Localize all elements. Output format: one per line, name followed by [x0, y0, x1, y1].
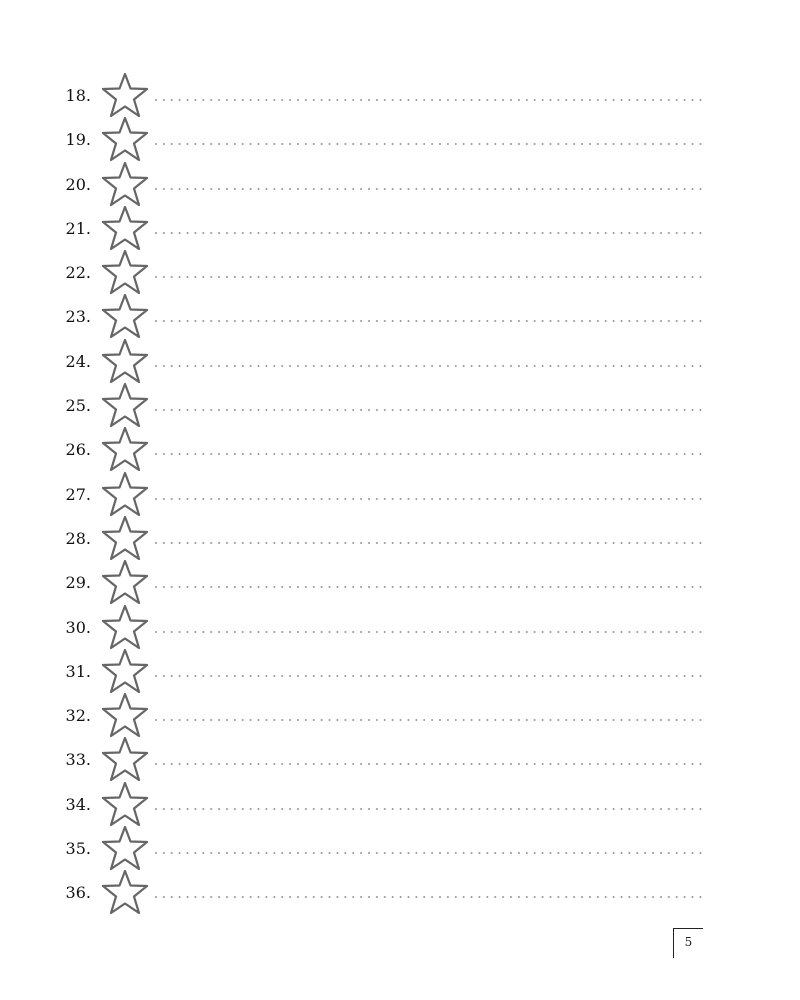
star-outline-icon [100, 781, 150, 829]
item-number: 21. [65, 218, 91, 238]
item-number: 23. [65, 307, 91, 327]
star-outline-icon [100, 515, 150, 563]
dotted-writing-line [152, 143, 702, 145]
star-outline-icon [100, 72, 150, 120]
star-outline-icon [100, 293, 150, 341]
dotted-writing-line [152, 498, 702, 500]
list-item [0, 117, 800, 161]
dotted-writing-line [152, 852, 702, 854]
dotted-writing-line [152, 586, 702, 588]
numbered-star-list [0, 73, 800, 915]
item-number: 35. [65, 839, 91, 859]
list-item [0, 294, 800, 338]
dotted-writing-line [152, 896, 702, 898]
list-item [0, 206, 800, 250]
item-number: 27. [65, 484, 91, 504]
dotted-writing-line [152, 320, 702, 322]
list-item [0, 383, 800, 427]
list-item [0, 73, 800, 117]
item-number: 22. [65, 263, 91, 283]
item-number: 33. [65, 750, 91, 770]
list-item [0, 162, 800, 206]
item-number: 18. [65, 86, 91, 105]
list-item [0, 339, 800, 383]
dotted-writing-line [152, 453, 702, 455]
list-item [0, 870, 800, 914]
star-outline-icon [100, 205, 150, 253]
star-outline-icon [100, 116, 150, 164]
item-number: 25. [65, 396, 91, 416]
dotted-writing-line [152, 719, 702, 721]
item-number: 31. [65, 661, 91, 681]
star-outline-icon [100, 382, 150, 430]
dotted-writing-line [152, 232, 702, 234]
item-number: 30. [65, 617, 91, 637]
star-outline-icon [100, 426, 150, 474]
item-number: 29. [65, 573, 91, 593]
list-item [0, 516, 800, 560]
page-number-corner [673, 928, 703, 958]
star-outline-icon [100, 338, 150, 386]
star-outline-icon [100, 604, 150, 652]
star-outline-icon [100, 559, 150, 607]
dotted-writing-line [152, 631, 702, 633]
star-outline-icon [100, 471, 150, 519]
item-number: 20. [65, 174, 91, 194]
star-outline-icon [100, 161, 150, 209]
item-number: 19. [65, 130, 91, 150]
list-item [0, 427, 800, 471]
dotted-writing-line [152, 808, 702, 810]
star-outline-icon [100, 736, 150, 784]
dotted-writing-line [152, 99, 702, 101]
item-number: 32. [65, 706, 91, 726]
dotted-writing-line [152, 276, 702, 278]
list-item [0, 649, 800, 693]
list-item [0, 693, 800, 737]
item-number: 36. [65, 883, 91, 903]
list-item [0, 826, 800, 870]
item-number: 28. [65, 528, 91, 548]
star-outline-icon [100, 249, 150, 297]
dotted-writing-line [152, 542, 702, 544]
list-item [0, 250, 800, 294]
star-outline-icon [100, 825, 150, 873]
star-outline-icon [100, 692, 150, 740]
star-outline-icon [100, 869, 150, 917]
list-item [0, 472, 800, 516]
list-item [0, 605, 800, 649]
page-number: 5 [684, 935, 693, 949]
dotted-writing-line [152, 675, 702, 677]
list-item [0, 782, 800, 826]
item-number: 34. [65, 794, 91, 814]
dotted-writing-line [152, 409, 702, 411]
dotted-writing-line [152, 365, 702, 367]
list-item [0, 560, 800, 604]
dotted-writing-line [152, 188, 702, 190]
item-number: 26. [65, 440, 91, 460]
dotted-writing-line [152, 763, 702, 765]
star-outline-icon [100, 648, 150, 696]
item-number: 24. [65, 351, 91, 371]
list-item [0, 737, 800, 781]
